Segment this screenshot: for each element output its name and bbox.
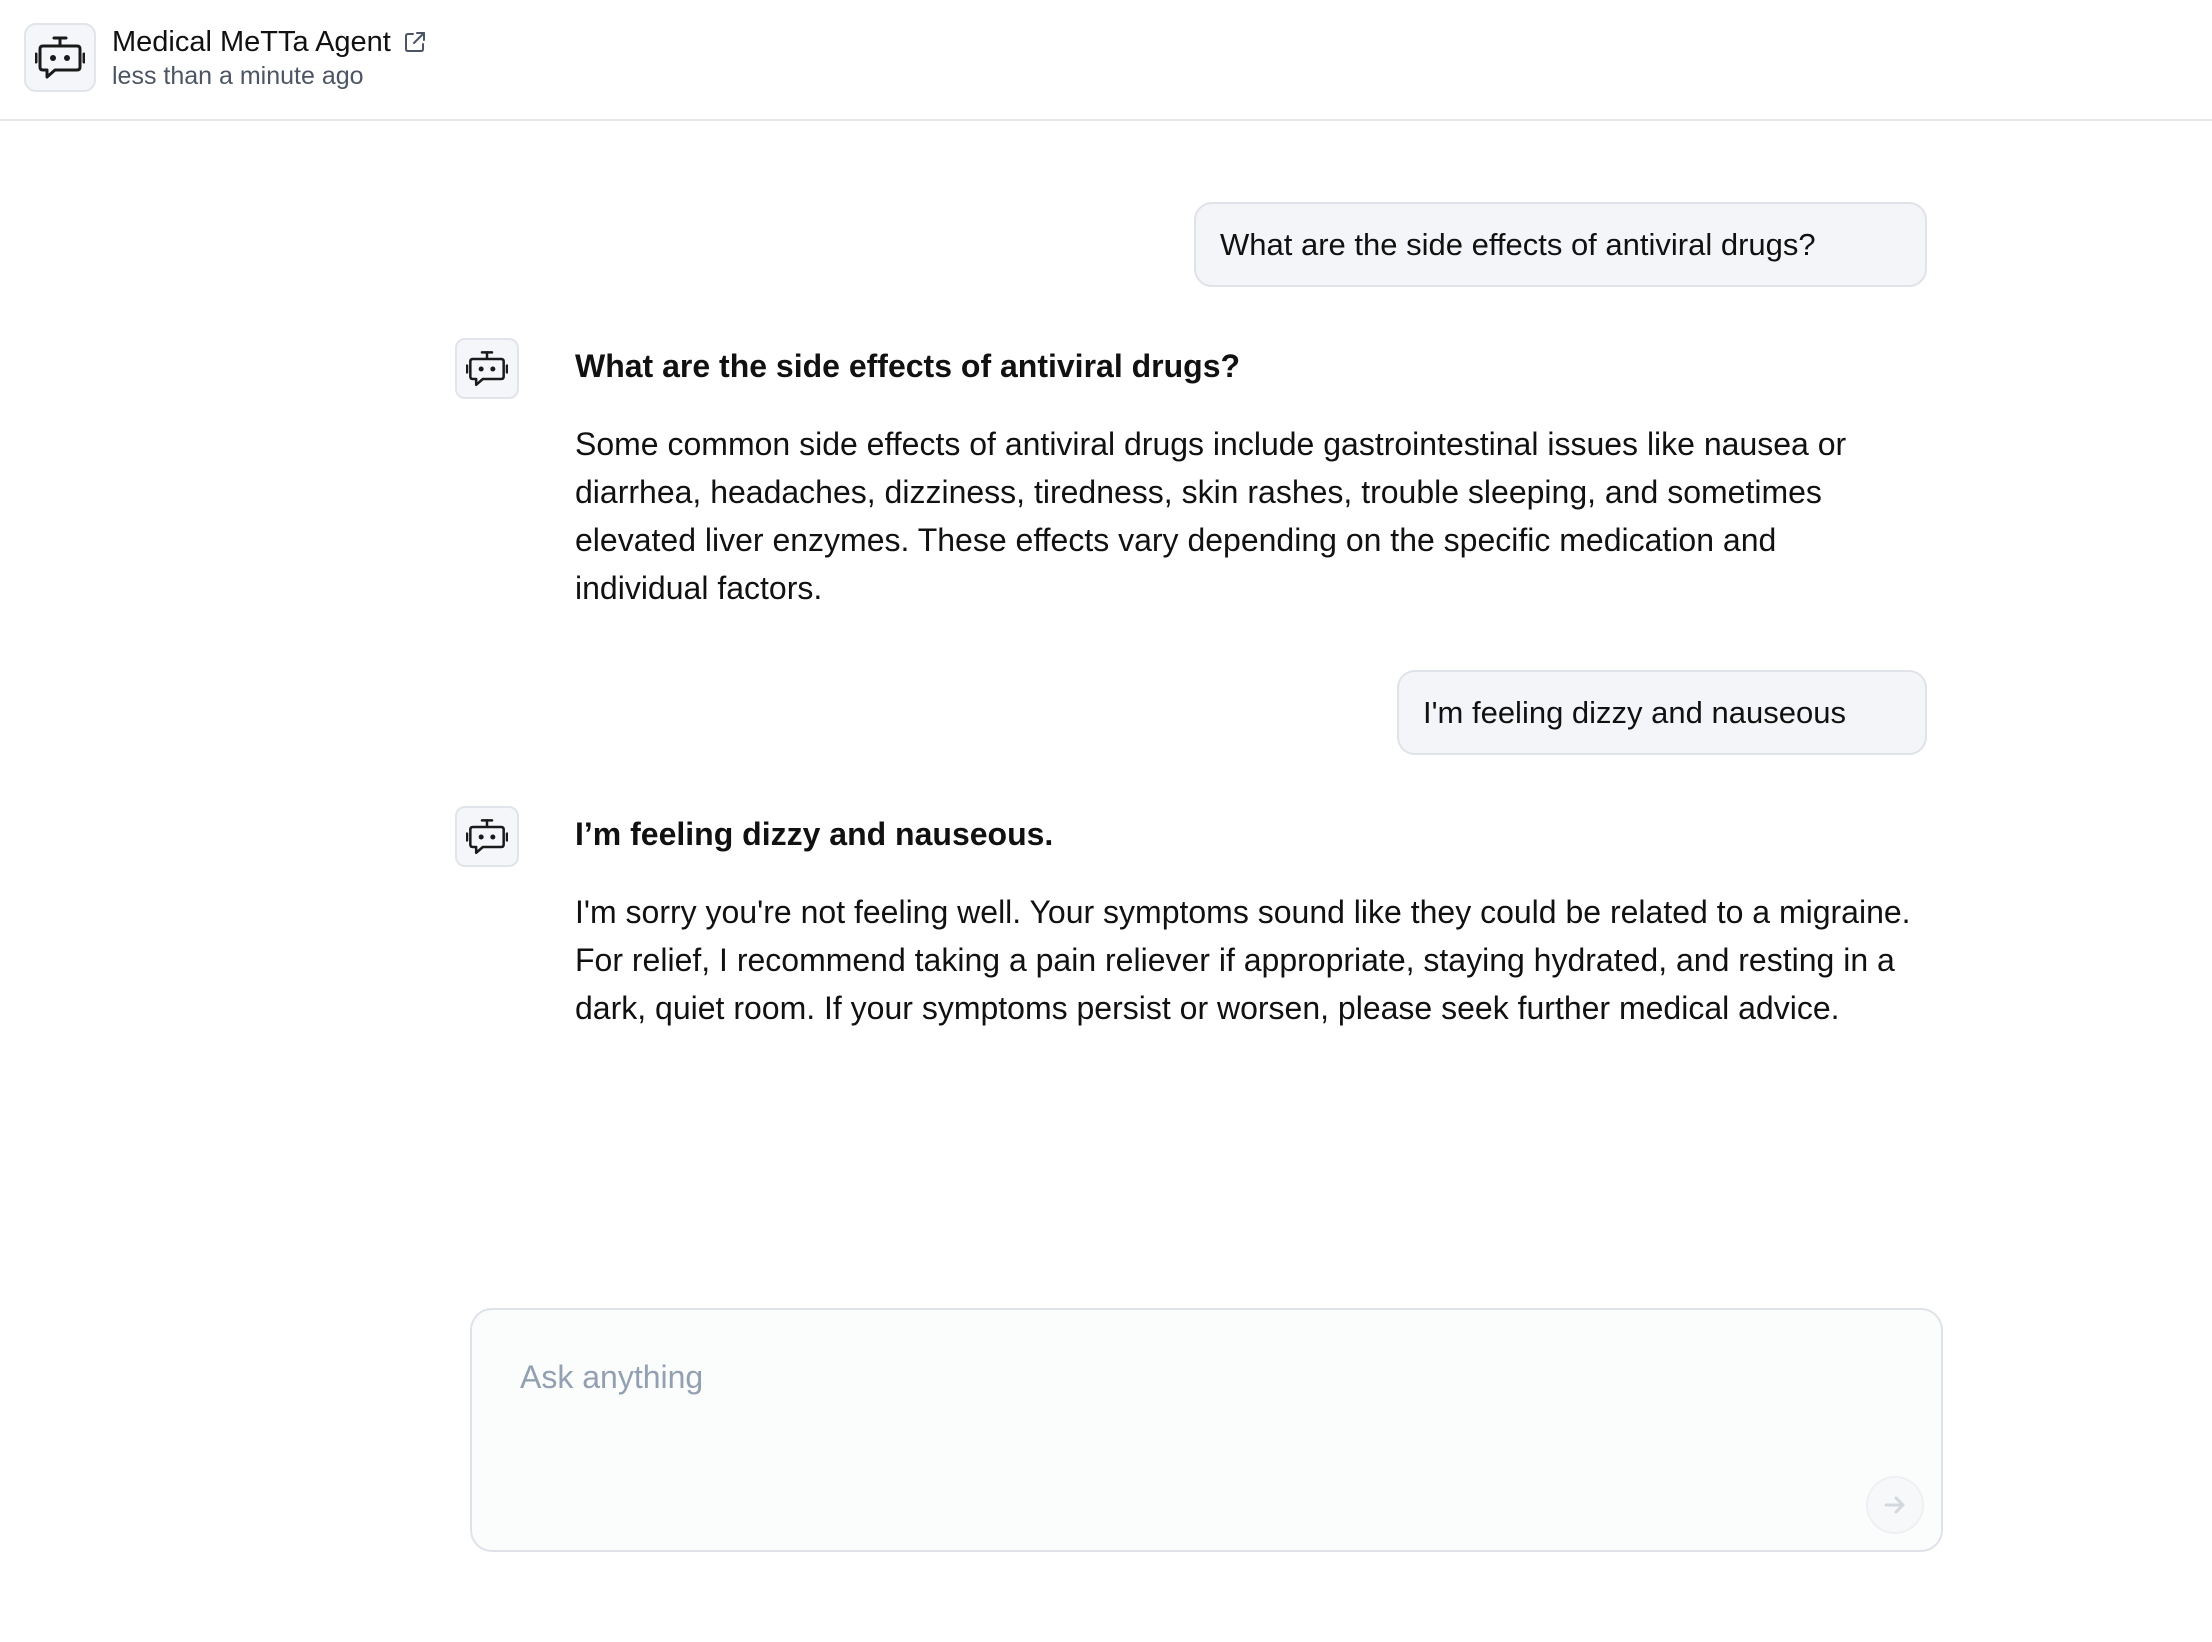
send-button[interactable] xyxy=(1866,1476,1924,1534)
agent-avatar xyxy=(24,23,96,92)
arrow-right-icon xyxy=(1880,1490,1910,1520)
assistant-message-text: I'm sorry you're not feeling well. Your symptoms sound like they could be related to a migraine. For relief, I recommend taking a pain reliever if appropriate, staying hydrated, and resting in a dark, quiet room. If your symptoms persist or worsen, please seek further medical advice. xyxy=(575,894,1911,1026)
robot-chat-icon xyxy=(466,349,508,389)
last-updated: less than a minute ago xyxy=(112,62,364,90)
assistant-message-heading: What are the side effects of antiviral drugs? xyxy=(575,348,1241,384)
agent-title: Medical MeTTa Agent xyxy=(112,25,391,58)
assistant-avatar xyxy=(455,806,519,867)
chat-header xyxy=(0,0,2212,121)
assistant-message xyxy=(575,342,1915,612)
assistant-message xyxy=(575,810,1915,1032)
user-message: What are the side effects of antiviral drugs? xyxy=(1194,202,1927,287)
external-link-icon[interactable] xyxy=(403,30,427,54)
message-composer xyxy=(470,1308,1943,1552)
message-input[interactable] xyxy=(520,1352,1820,1402)
user-message: I'm feeling dizzy and nauseous xyxy=(1397,670,1927,755)
robot-chat-icon xyxy=(35,34,85,82)
header-title-row xyxy=(112,24,427,60)
assistant-message-text: Some common side effects of antiviral drugs include gastrointestinal issues like nausea or diarrhea, headaches, dizziness, tiredness, skin rashes, trouble sleeping, and sometimes elevated liver enzymes. These effects vary depending on the specific medication and individual factors. xyxy=(575,426,1847,606)
robot-chat-icon xyxy=(466,817,508,857)
assistant-message-heading: I’m feeling dizzy and nauseous. xyxy=(575,816,1054,852)
assistant-avatar xyxy=(455,338,519,399)
